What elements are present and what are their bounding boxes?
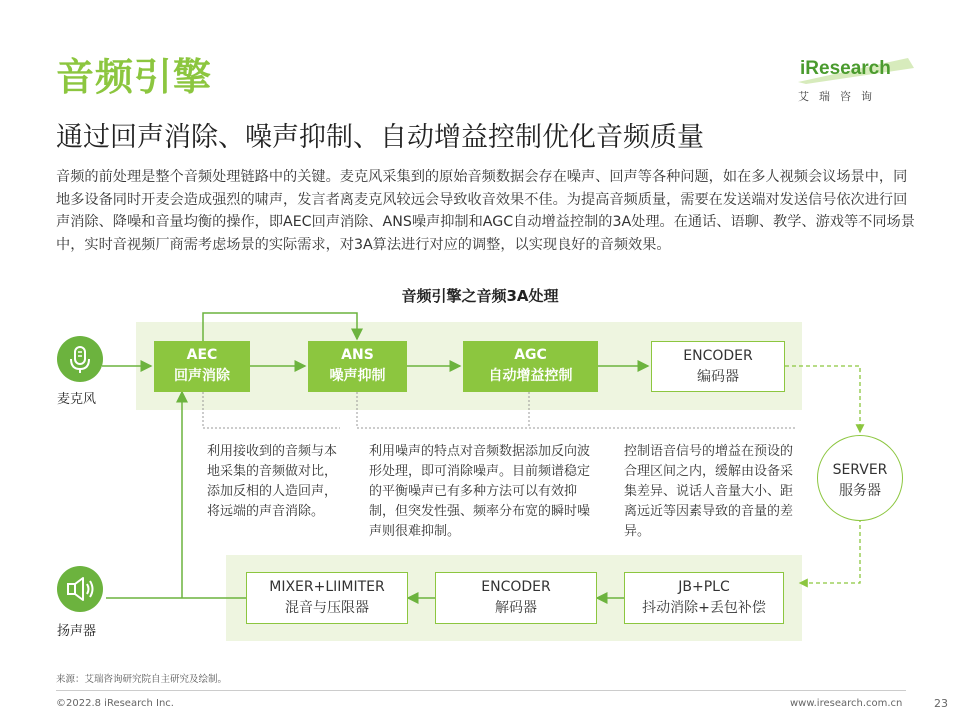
page-subtitle: 通过回声消除、噪声抑制、自动增益控制优化音频质量 [56, 122, 704, 153]
speaker-node [57, 566, 103, 612]
server-title: SERVER [832, 462, 888, 478]
page-number: 23 [934, 697, 948, 710]
server-node [817, 435, 903, 521]
server-subtitle: 服务器 [839, 483, 881, 499]
jb-plc-box [624, 572, 784, 624]
microphone-node [57, 336, 103, 382]
logo-subtitle: 艾瑞咨询 [798, 90, 882, 103]
mixer-subtitle: 混音与压限器 [285, 600, 369, 616]
ans-title: ANS [341, 347, 374, 363]
agc-description: 控制语音信号的增益在预设的合理区间之内，缓解由设备采集差异、说话人音量大小、距离远近等因素导致的音量的差异。 [624, 444, 794, 539]
speaker-label: 扬声器 [57, 624, 97, 639]
microphone-label: 麦克风 [57, 392, 97, 407]
aec-title: AEC [186, 347, 218, 363]
encoder-title: ENCODER [683, 348, 753, 364]
page-title: 音频引擎 [56, 55, 213, 99]
jb-plc-subtitle: 抖动消除+丢包补偿 [642, 600, 766, 616]
intro-paragraph: 音频的前处理是整个音频处理链路中的关键。麦克风采集到的原始音频数据会存在噪声、回声等各种问题，如在多人视频会议场景中，同地多设备同时开麦会造成强烈的啸声，发言者离麦克风较远会导致收音效果不佳。为提高音频质量，需要在发送端对发送信号依次进行回声消除、降噪和音量均衡的操作，即AEC回声消除、ANS噪声抑制和AGC自动增益控制的3A处理。在通话、语聊、教学、游戏等不同场景中，实时音视频厂商需考虑场景的实际需求，对3A算法进行对应的调整，以实现良好的音频效果。 [56, 169, 915, 253]
mixer-box [246, 572, 408, 624]
decoder-subtitle: 解码器 [495, 600, 537, 616]
aec-loop-arrow [203, 313, 357, 341]
copyright: ©2022.8 iResearch Inc. [56, 698, 174, 709]
decoder-title: ENCODER [481, 579, 551, 595]
encoder-box [651, 341, 785, 392]
ans-desc-leader [357, 392, 596, 428]
ans-subtitle: 噪声抑制 [329, 368, 386, 384]
ans-box [308, 341, 407, 392]
jb-plc-title: JB+PLC [678, 579, 730, 595]
decoder-box [435, 572, 597, 624]
agc-subtitle: 自动增益控制 [488, 368, 573, 384]
agc-desc-leader [529, 392, 796, 428]
source-note: 来源：艾瑞咨询研究院自主研究及绘制。 [56, 674, 228, 685]
agc-title: AGC [514, 347, 547, 363]
mixer-title: MIXER+LIIMITER [269, 579, 385, 595]
aec-description: 利用接收到的音频与本地采集的音频做对比，添加反相的人造回声，将远端的声音消除。 [207, 444, 338, 519]
encoder-subtitle: 编码器 [697, 369, 739, 385]
agc-box [463, 341, 598, 392]
footer-divider [56, 690, 906, 691]
aec-box [154, 341, 250, 392]
aec-desc-leader [203, 392, 340, 428]
diagram-title: 音频引擎之音频3A处理 [401, 287, 559, 305]
logo-word: iResearch [800, 58, 891, 79]
microphone-icon [57, 336, 103, 382]
website-link[interactable]: www.iresearch.com.cn [790, 698, 903, 709]
ans-description: 利用噪声的特点对音频数据添加反向波形处理，即可消除噪声。目前频谱稳定的平衡噪声已有多种方法可以有效抑制，但突发性强、频率分布宽的瞬时噪声则很难抑制。 [369, 444, 591, 539]
aec-subtitle: 回声消除 [174, 368, 230, 384]
encoder-to-server-arrow [785, 366, 860, 432]
server-to-jb-arrow [800, 518, 860, 583]
speaker-icon [57, 566, 103, 612]
